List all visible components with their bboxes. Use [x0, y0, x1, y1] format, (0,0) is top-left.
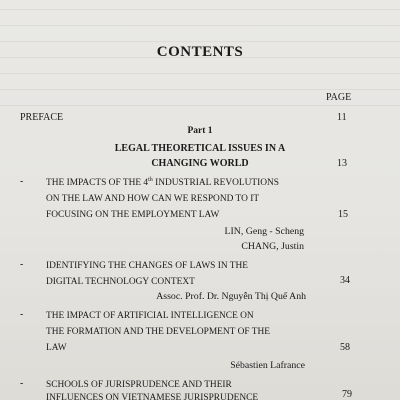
- part-title-line1: LEGAL THEORETICAL ISSUES IN A: [114, 143, 286, 154]
- toc-entry-1-author1: LIN, Geng - Scheng: [224, 226, 304, 237]
- entry-text: THE IMPACTS OF THE 4: [46, 178, 149, 188]
- part-page: 13: [337, 158, 347, 169]
- toc-entry-3-page: 58: [340, 342, 350, 353]
- part-title-line2: CHANGING WORLD: [151, 158, 249, 169]
- contents-title: CONTENTS: [156, 44, 244, 60]
- toc-entry-3-line1: THE IMPACT OF ARTIFICIAL INTELLIGENCE ON: [46, 311, 254, 321]
- toc-entry-2-line1: IDENTIFYING THE CHANGES OF LAWS IN THE: [46, 261, 249, 271]
- toc-entry-2-page: 34: [340, 275, 350, 286]
- toc-entry-1-line3: FOCUSING ON THE EMPLOYMENT LAW: [46, 210, 220, 220]
- toc-entry-2-author: Assoc. Prof. Dr. Nguyễn Thị Quế Anh: [156, 291, 306, 302]
- entry-dash: -: [20, 378, 24, 389]
- toc-entry-3-author: Sébastien Lafrance: [230, 360, 305, 371]
- preface-page: 11: [337, 112, 347, 123]
- entry-dash: -: [20, 176, 24, 187]
- entry-superscript: th: [148, 176, 153, 183]
- toc-entry-3-line3: LAW: [46, 343, 67, 353]
- toc-entry-3-line2: THE FORMATION AND THE DEVELOPMENT OF THE: [46, 327, 270, 337]
- entry-dash: -: [20, 309, 24, 320]
- toc-entry-4-line2: INFLUENCES ON VIETNAMESE JURISPRUDENCE: [46, 393, 259, 400]
- entry-text: INDUSTRIAL REVOLUTIONS: [152, 178, 279, 188]
- preface-label: PREFACE: [20, 112, 64, 123]
- toc-entry-4-page: 79: [342, 389, 352, 400]
- toc-entry-1-page: 15: [338, 209, 348, 220]
- part-label: Part 1: [187, 126, 213, 136]
- toc-entry-2-line2: DIGITAL TECHNOLOGY CONTEXT: [46, 277, 195, 287]
- toc-entry-1-line2: ON THE LAW AND HOW CAN WE RESPOND TO IT: [46, 194, 260, 204]
- toc-entry-1-author2: CHANG, Justin: [241, 241, 304, 252]
- page-column-header: PAGE: [326, 92, 352, 103]
- entry-dash: -: [20, 259, 24, 270]
- toc-entry-1-line1: [46, 175, 304, 192]
- toc-entry-4-line1: SCHOOLS OF JURISPRUDENCE AND THEIR: [46, 380, 232, 390]
